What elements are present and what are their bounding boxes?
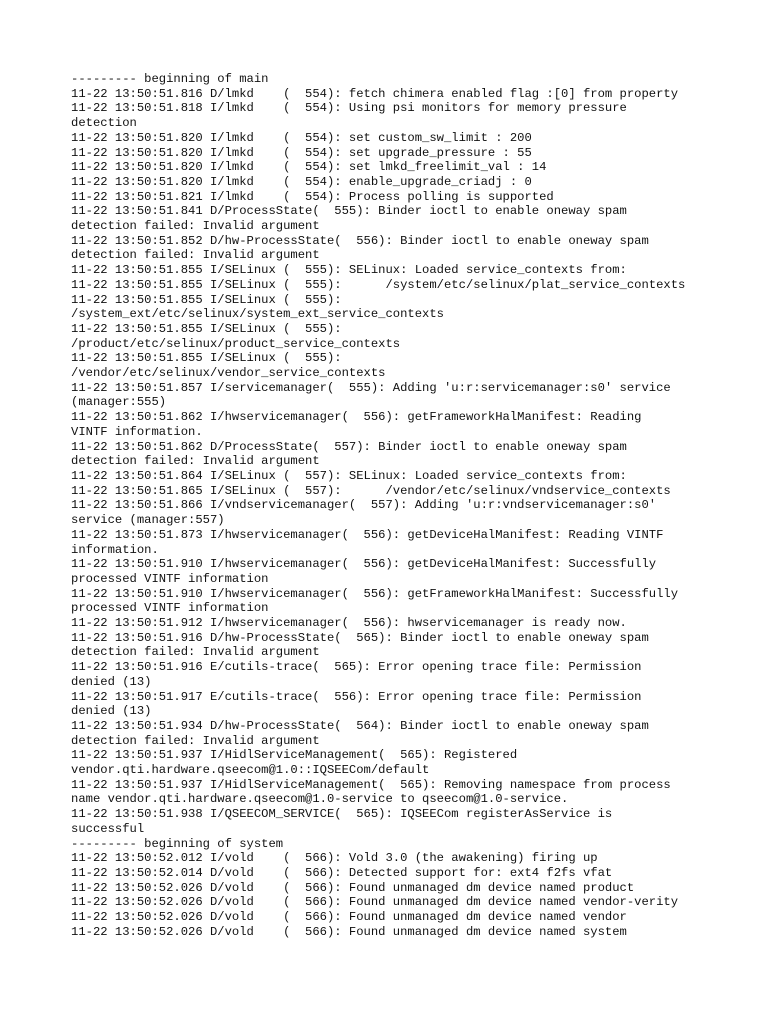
- log-line: 11-22 13:50:51.873 I/hwservicemanager( 556): getDeviceHalManifest: Reading VINTF: [71, 527, 664, 542]
- log-line: service (manager:557): [71, 513, 225, 528]
- log-line: 11-22 13:50:51.916 E/cutils-trace( 565): Error opening trace file: Permission: [71, 660, 642, 675]
- log-line: --------- beginning of main: [71, 72, 269, 86]
- log-line: 11-22 13:50:51.934 D/hw-ProcessState( 564): Binder ioctl to enable oneway spam: [71, 718, 649, 733]
- log-line: 11-22 13:50:51.820 I/lmkd ( 554): enable_upgrade_criadj : 0: [71, 174, 532, 189]
- log-line: 11-22 13:50:51.862 D/ProcessState( 557): Binder ioctl to enable oneway spam: [71, 439, 627, 454]
- log-line: detection: [71, 116, 137, 131]
- log-line: denied (13): [71, 704, 152, 719]
- log-line: 11-22 13:50:51.910 I/hwservicemanager( 556): getDeviceHalManifest: Successfully: [71, 557, 657, 572]
- log-page: [71, 72, 711, 939]
- log-line: detection failed: Invalid argument: [71, 248, 320, 263]
- log-line: detection failed: Invalid argument: [71, 733, 320, 748]
- log-line: 11-22 13:50:52.026 D/vold ( 566): Found unmanaged dm device named system: [71, 924, 627, 939]
- log-line: 11-22 13:50:51.910 I/hwservicemanager( 556): getFrameworkHalManifest: Successfully: [71, 586, 679, 601]
- log-line: 11-22 13:50:52.026 D/vold ( 566): Found unmanaged dm device named product: [71, 880, 635, 895]
- log-line: 11-22 13:50:51.866 I/vndservicemanager( 557): Adding 'u:r:vndservicemanager:s0': [71, 498, 657, 513]
- log-line: 11-22 13:50:51.855 I/SELinux ( 555): /system/etc/selinux/plat_service_contexts: [71, 277, 686, 292]
- log-line: 11-22 13:50:51.821 I/lmkd ( 554): Process polling is supported: [71, 189, 554, 204]
- log-line: 11-22 13:50:51.916 D/hw-ProcessState( 565): Binder ioctl to enable oneway spam: [71, 630, 649, 645]
- log-line: 11-22 13:50:52.026 D/vold ( 566): Found unmanaged dm device named vendor: [71, 910, 627, 925]
- log-line: (manager:555): [71, 395, 167, 410]
- log-line: 11-22 13:50:52.012 I/vold ( 566): Vold 3.0 (the awakening) firing up: [71, 851, 598, 866]
- log-line: 11-22 13:50:51.938 I/QSEECOM_SERVICE( 565): IQSEECom registerAsService is: [71, 807, 613, 822]
- log-line: 11-22 13:50:51.865 I/SELinux ( 557): /vendor/etc/selinux/vndservice_contexts: [71, 483, 671, 498]
- log-line: /product/etc/selinux/product_service_contexts: [71, 336, 401, 351]
- log-line: 11-22 13:50:51.816 D/lmkd ( 554): fetch chimera enabled flag :[0] from property: [71, 86, 679, 101]
- log-line: successful: [71, 821, 145, 836]
- log-line: name vendor.qti.hardware.qseecom@1.0-service to qseecom@1.0-service.: [71, 792, 569, 807]
- log-line: processed VINTF information: [71, 601, 269, 616]
- log-line: 11-22 13:50:51.917 E/cutils-trace( 556): Error opening trace file: Permission: [71, 689, 642, 704]
- log-line: 11-22 13:50:51.855 I/SELinux ( 555):: [71, 351, 342, 366]
- log-line: 11-22 13:50:51.820 I/lmkd ( 554): set upgrade_pressure : 55: [71, 145, 532, 160]
- log-line: 11-22 13:50:51.855 I/SELinux ( 555): SELinux: Loaded service_contexts from:: [71, 263, 627, 278]
- log-line: 11-22 13:50:51.820 I/lmkd ( 554): set lmkd_freelimit_val : 14: [71, 160, 547, 175]
- log-line: 11-22 13:50:51.855 I/SELinux ( 555):: [71, 292, 342, 307]
- log-line: information.: [71, 542, 159, 557]
- log-line: 11-22 13:50:52.026 D/vold ( 566): Found unmanaged dm device named vendor-verity: [71, 895, 679, 910]
- log-line: 11-22 13:50:51.818 I/lmkd ( 554): Using psi monitors for memory pressure: [71, 101, 627, 116]
- log-line: 11-22 13:50:51.855 I/SELinux ( 555):: [71, 321, 342, 336]
- log-line: 11-22 13:50:51.820 I/lmkd ( 554): set custom_sw_limit : 200: [71, 130, 532, 145]
- log-line: /system_ext/etc/selinux/system_ext_service_contexts: [71, 307, 444, 322]
- log-line: /vendor/etc/selinux/vendor_service_contexts: [71, 366, 386, 381]
- log-line: detection failed: Invalid argument: [71, 454, 320, 469]
- log-line: 11-22 13:50:51.862 I/hwservicemanager( 556): getFrameworkHalManifest: Reading: [71, 410, 642, 425]
- log-line: 11-22 13:50:51.912 I/hwservicemanager( 556): hwservicemanager is ready now.: [71, 616, 627, 631]
- log-line: 11-22 13:50:51.937 I/HidlServiceManagement( 565): Removing namespace from process: [71, 777, 671, 792]
- log-line: 11-22 13:50:51.864 I/SELinux ( 557): SELinux: Loaded service_contexts from:: [71, 468, 627, 483]
- log-line: --------- beginning of system: [71, 836, 284, 851]
- log-line: 11-22 13:50:52.014 D/vold ( 566): Detected support for: ext4 f2fs vfat: [71, 865, 613, 880]
- log-line: 11-22 13:50:51.852 D/hw-ProcessState( 556): Binder ioctl to enable oneway spam: [71, 233, 649, 248]
- log-line: vendor.qti.hardware.qseecom@1.0::IQSEECom/default: [71, 763, 430, 778]
- log-line: VINTF information.: [71, 424, 203, 439]
- log-line: denied (13): [71, 674, 152, 689]
- log-line: 11-22 13:50:51.857 I/servicemanager( 555): Adding 'u:r:servicemanager:s0' service: [71, 380, 671, 395]
- log-line: detection failed: Invalid argument: [71, 219, 320, 234]
- log-line: detection failed: Invalid argument: [71, 645, 320, 660]
- log-line: processed VINTF information: [71, 571, 269, 586]
- log-line: 11-22 13:50:51.841 D/ProcessState( 555): Binder ioctl to enable oneway spam: [71, 204, 627, 219]
- log-line: 11-22 13:50:51.937 I/HidlServiceManagement( 565): Registered: [71, 748, 518, 763]
